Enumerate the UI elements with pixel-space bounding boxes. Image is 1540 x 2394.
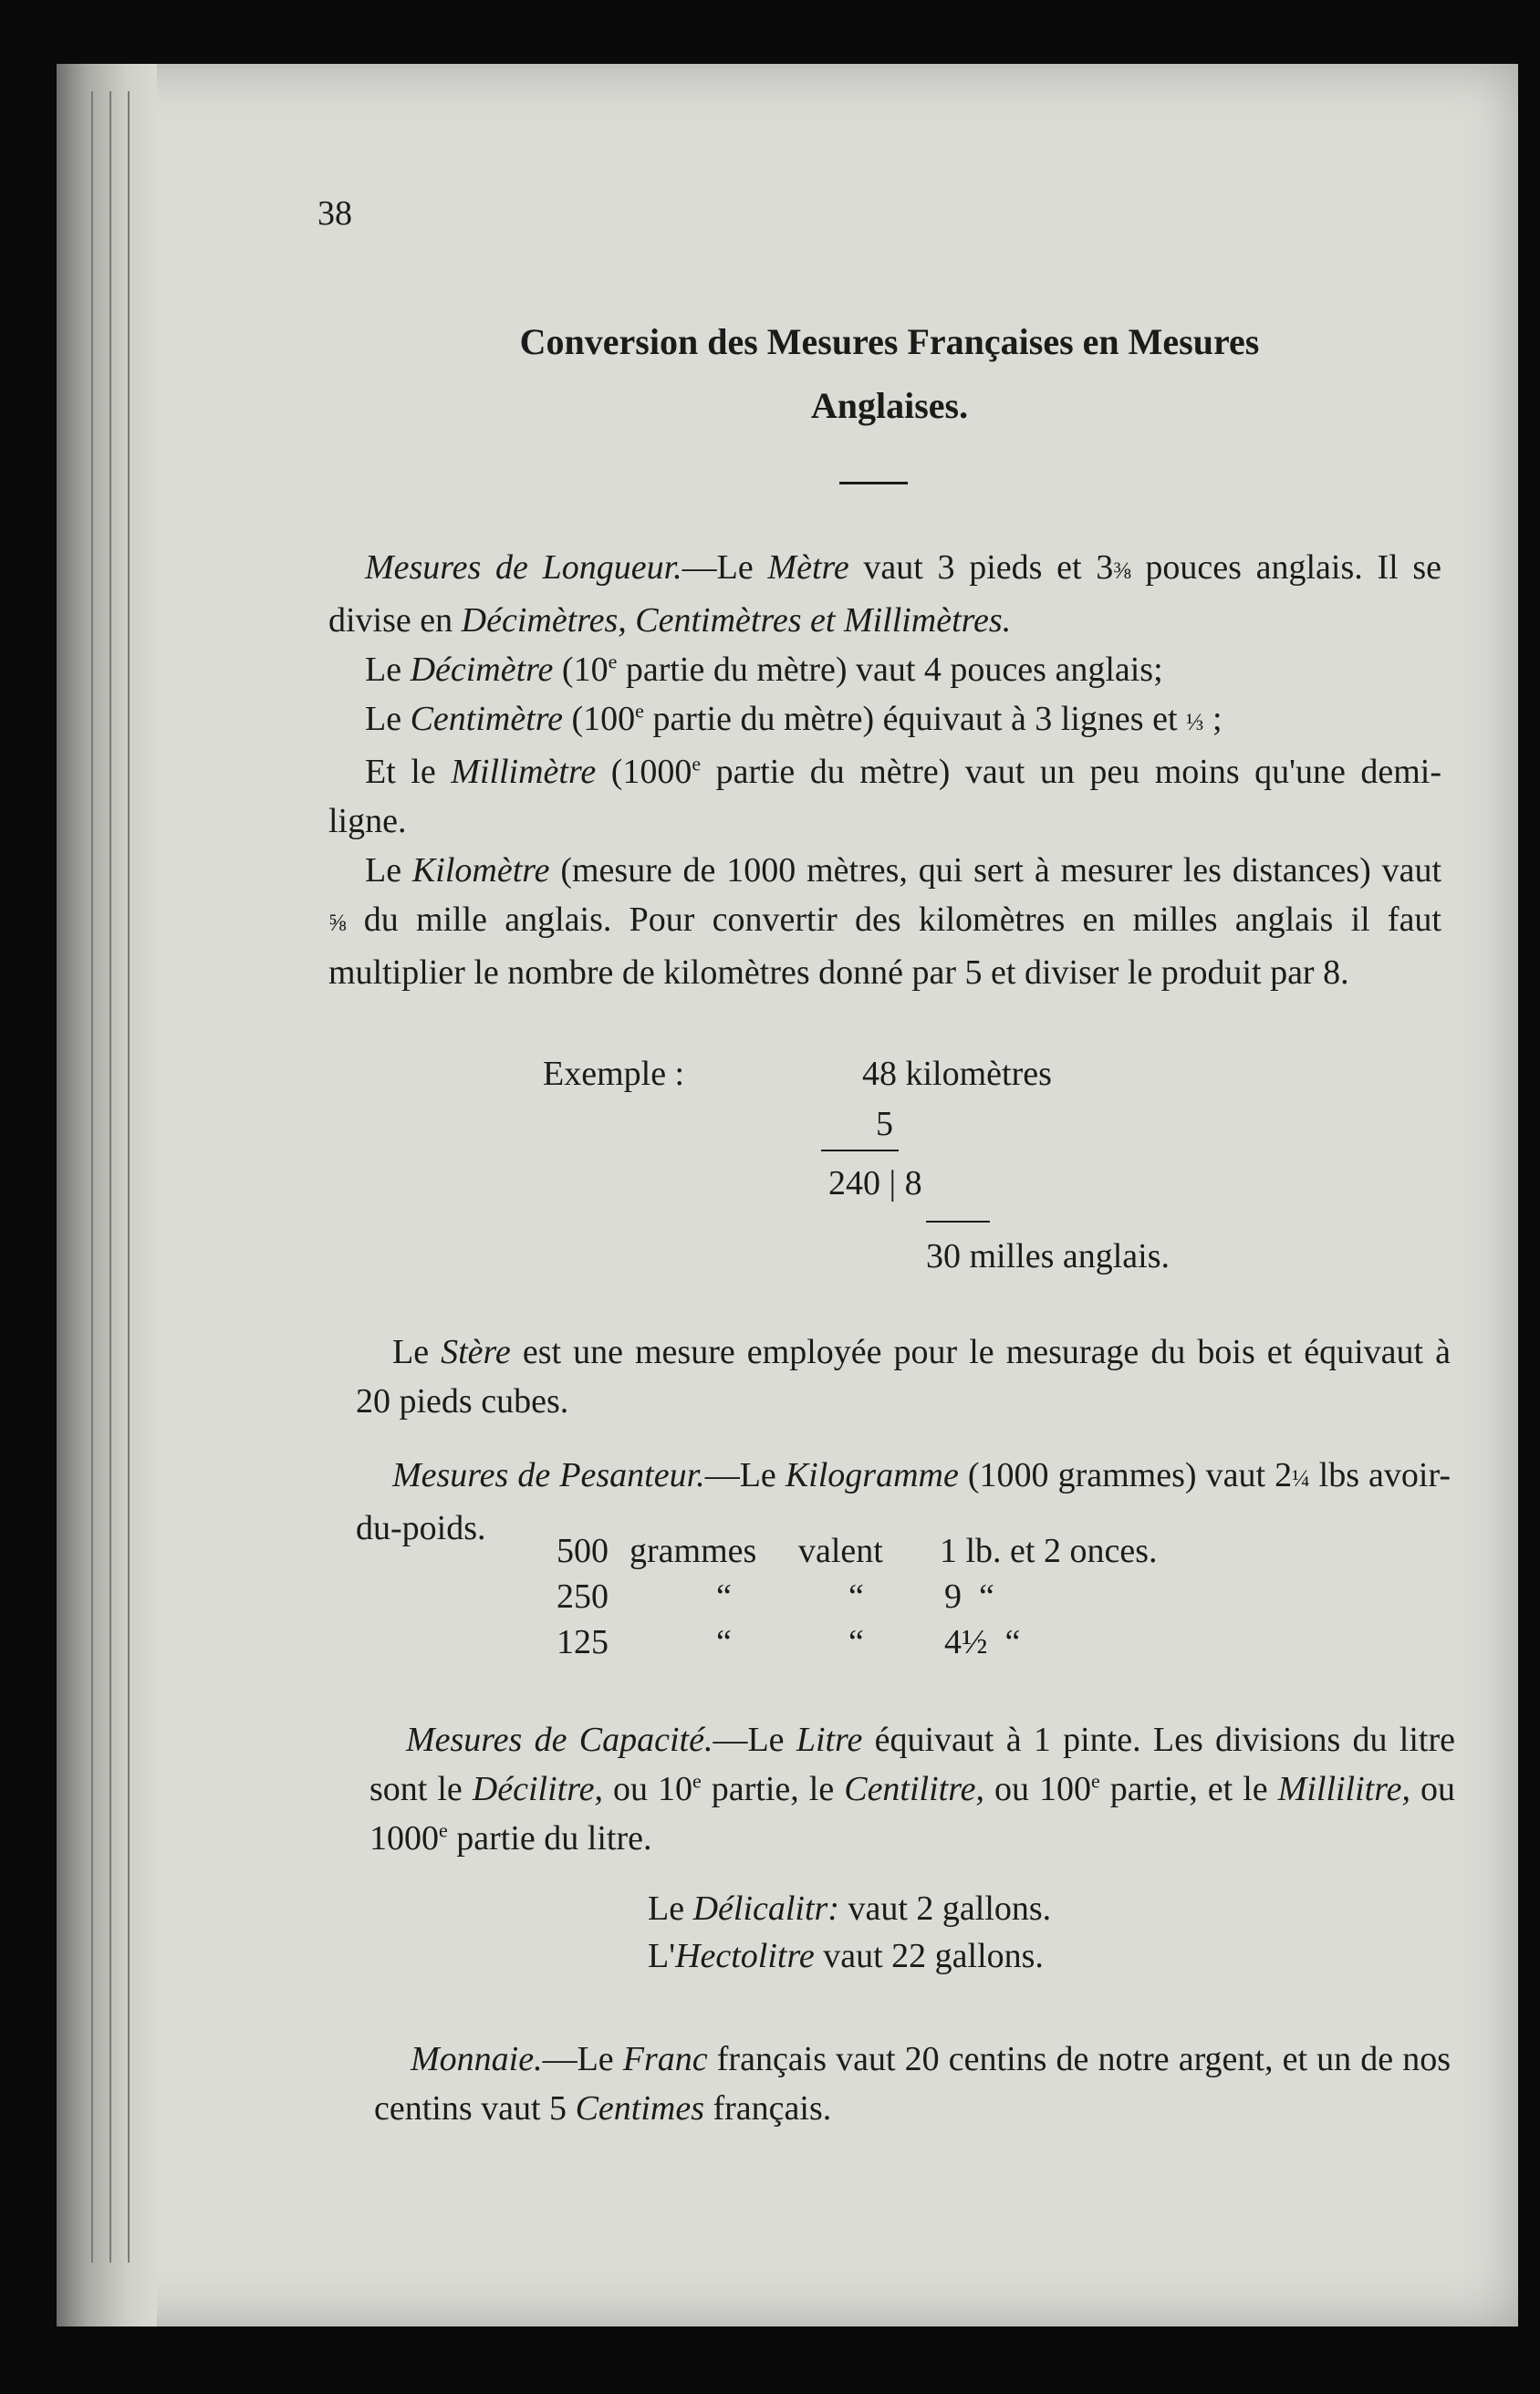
example-line-1: 48 kilomètres: [862, 1055, 1052, 1093]
title-line-2: Anglaises.: [810, 385, 969, 426]
section-monnaie: Monnaie.—Le Franc français vaut 20 centins de notre argent, et un de nos centins vaut 5 Centimes français.: [374, 2040, 1452, 2128]
table-row: 500 grammes valent 1 lb. et 2 onces.: [557, 1532, 1158, 1570]
table-row: 250 “ “ 9 “: [557, 1577, 994, 1616]
pesanteur-heading: Mesures de Pesanteur.: [392, 1456, 705, 1494]
decimetre-line: Le Décimètre (10e partie du mètre) vaut 4 pouces anglais;: [365, 650, 1163, 689]
page-edge: [57, 64, 157, 2326]
title-line-1: Conversion des Mesures Françaises en Mesures: [519, 321, 1260, 362]
kilometre-line: Le Kilomètre (mesure de 1000 mètres, qui sert à mesurer les distances) vaut ⅝ du mille anglais. Pour convertir des kilomètres en milles anglais il faut multiplier le nombre de kilomètres donné par 5 et diviser le produit par 8.: [328, 851, 1441, 992]
example-line-2: 5: [876, 1105, 893, 1143]
section-longueur: [328, 543, 1441, 997]
monnaie-heading: Monnaie.: [411, 2040, 543, 2078]
page-edge-line: [109, 91, 111, 2263]
title-rule: [839, 482, 908, 484]
longueur-heading: Mesures de Longueur.: [365, 548, 682, 587]
page-number: 38: [317, 194, 352, 233]
grams-table: [557, 1528, 1158, 1665]
example-line-3: 240 | 8: [828, 1164, 922, 1202]
section-capacite: Mesures de Capacité.—Le Litre équivaut à 1 pinte. Les divisions du litre sont le Décilitre, ou 10e partie, le Centilitre, ou 100e partie, et le Millilitre, ou 1000e partie du litre.: [369, 1721, 1455, 1858]
example-label: Exemple :: [543, 1055, 685, 1093]
page-edge-line: [91, 91, 93, 2263]
longueur-intro: Mesures de Longueur.—Le Mètre vaut 3 pieds et 3⅜ pouces anglais. Il se divise en Décimètres, Centimètres et Millimètres.: [328, 548, 1441, 640]
capacite-heading: Mesures de Capacité.: [406, 1721, 713, 1759]
centimetre-line: Le Centimètre (100e partie du mètre) équivaut à 3 lignes et ⅓ ;: [365, 699, 1223, 738]
section-stere: Le Stère est une mesure employée pour le mesurage du bois et équivaut à 20 pieds cubes.: [356, 1333, 1452, 1421]
example-rule-2: [926, 1221, 990, 1223]
page-title: [328, 310, 1451, 438]
table-row: 125 “ “ 4½ “: [557, 1623, 1021, 1661]
section-pesanteur: Mesures de Pesanteur.—Le Kilogramme (1000 grammes) vaut 2¼ lbs avoir-du-poids.: [356, 1456, 1452, 1547]
delicalitre-line: Le Délicalitr: vaut 2 gallons.: [648, 1889, 1052, 1928]
page-edge-line: [128, 91, 130, 2263]
example-rule-1: [821, 1150, 899, 1151]
hectolitre-line: L'Hectolitre vaut 22 gallons.: [648, 1937, 1044, 1975]
page-content: [317, 182, 1455, 2190]
millimetre-line: Et le Millimètre (1000e partie du mètre) vaut un peu moins qu'une demi-ligne.: [328, 752, 1442, 840]
example-result: 30 milles anglais.: [926, 1237, 1171, 1275]
